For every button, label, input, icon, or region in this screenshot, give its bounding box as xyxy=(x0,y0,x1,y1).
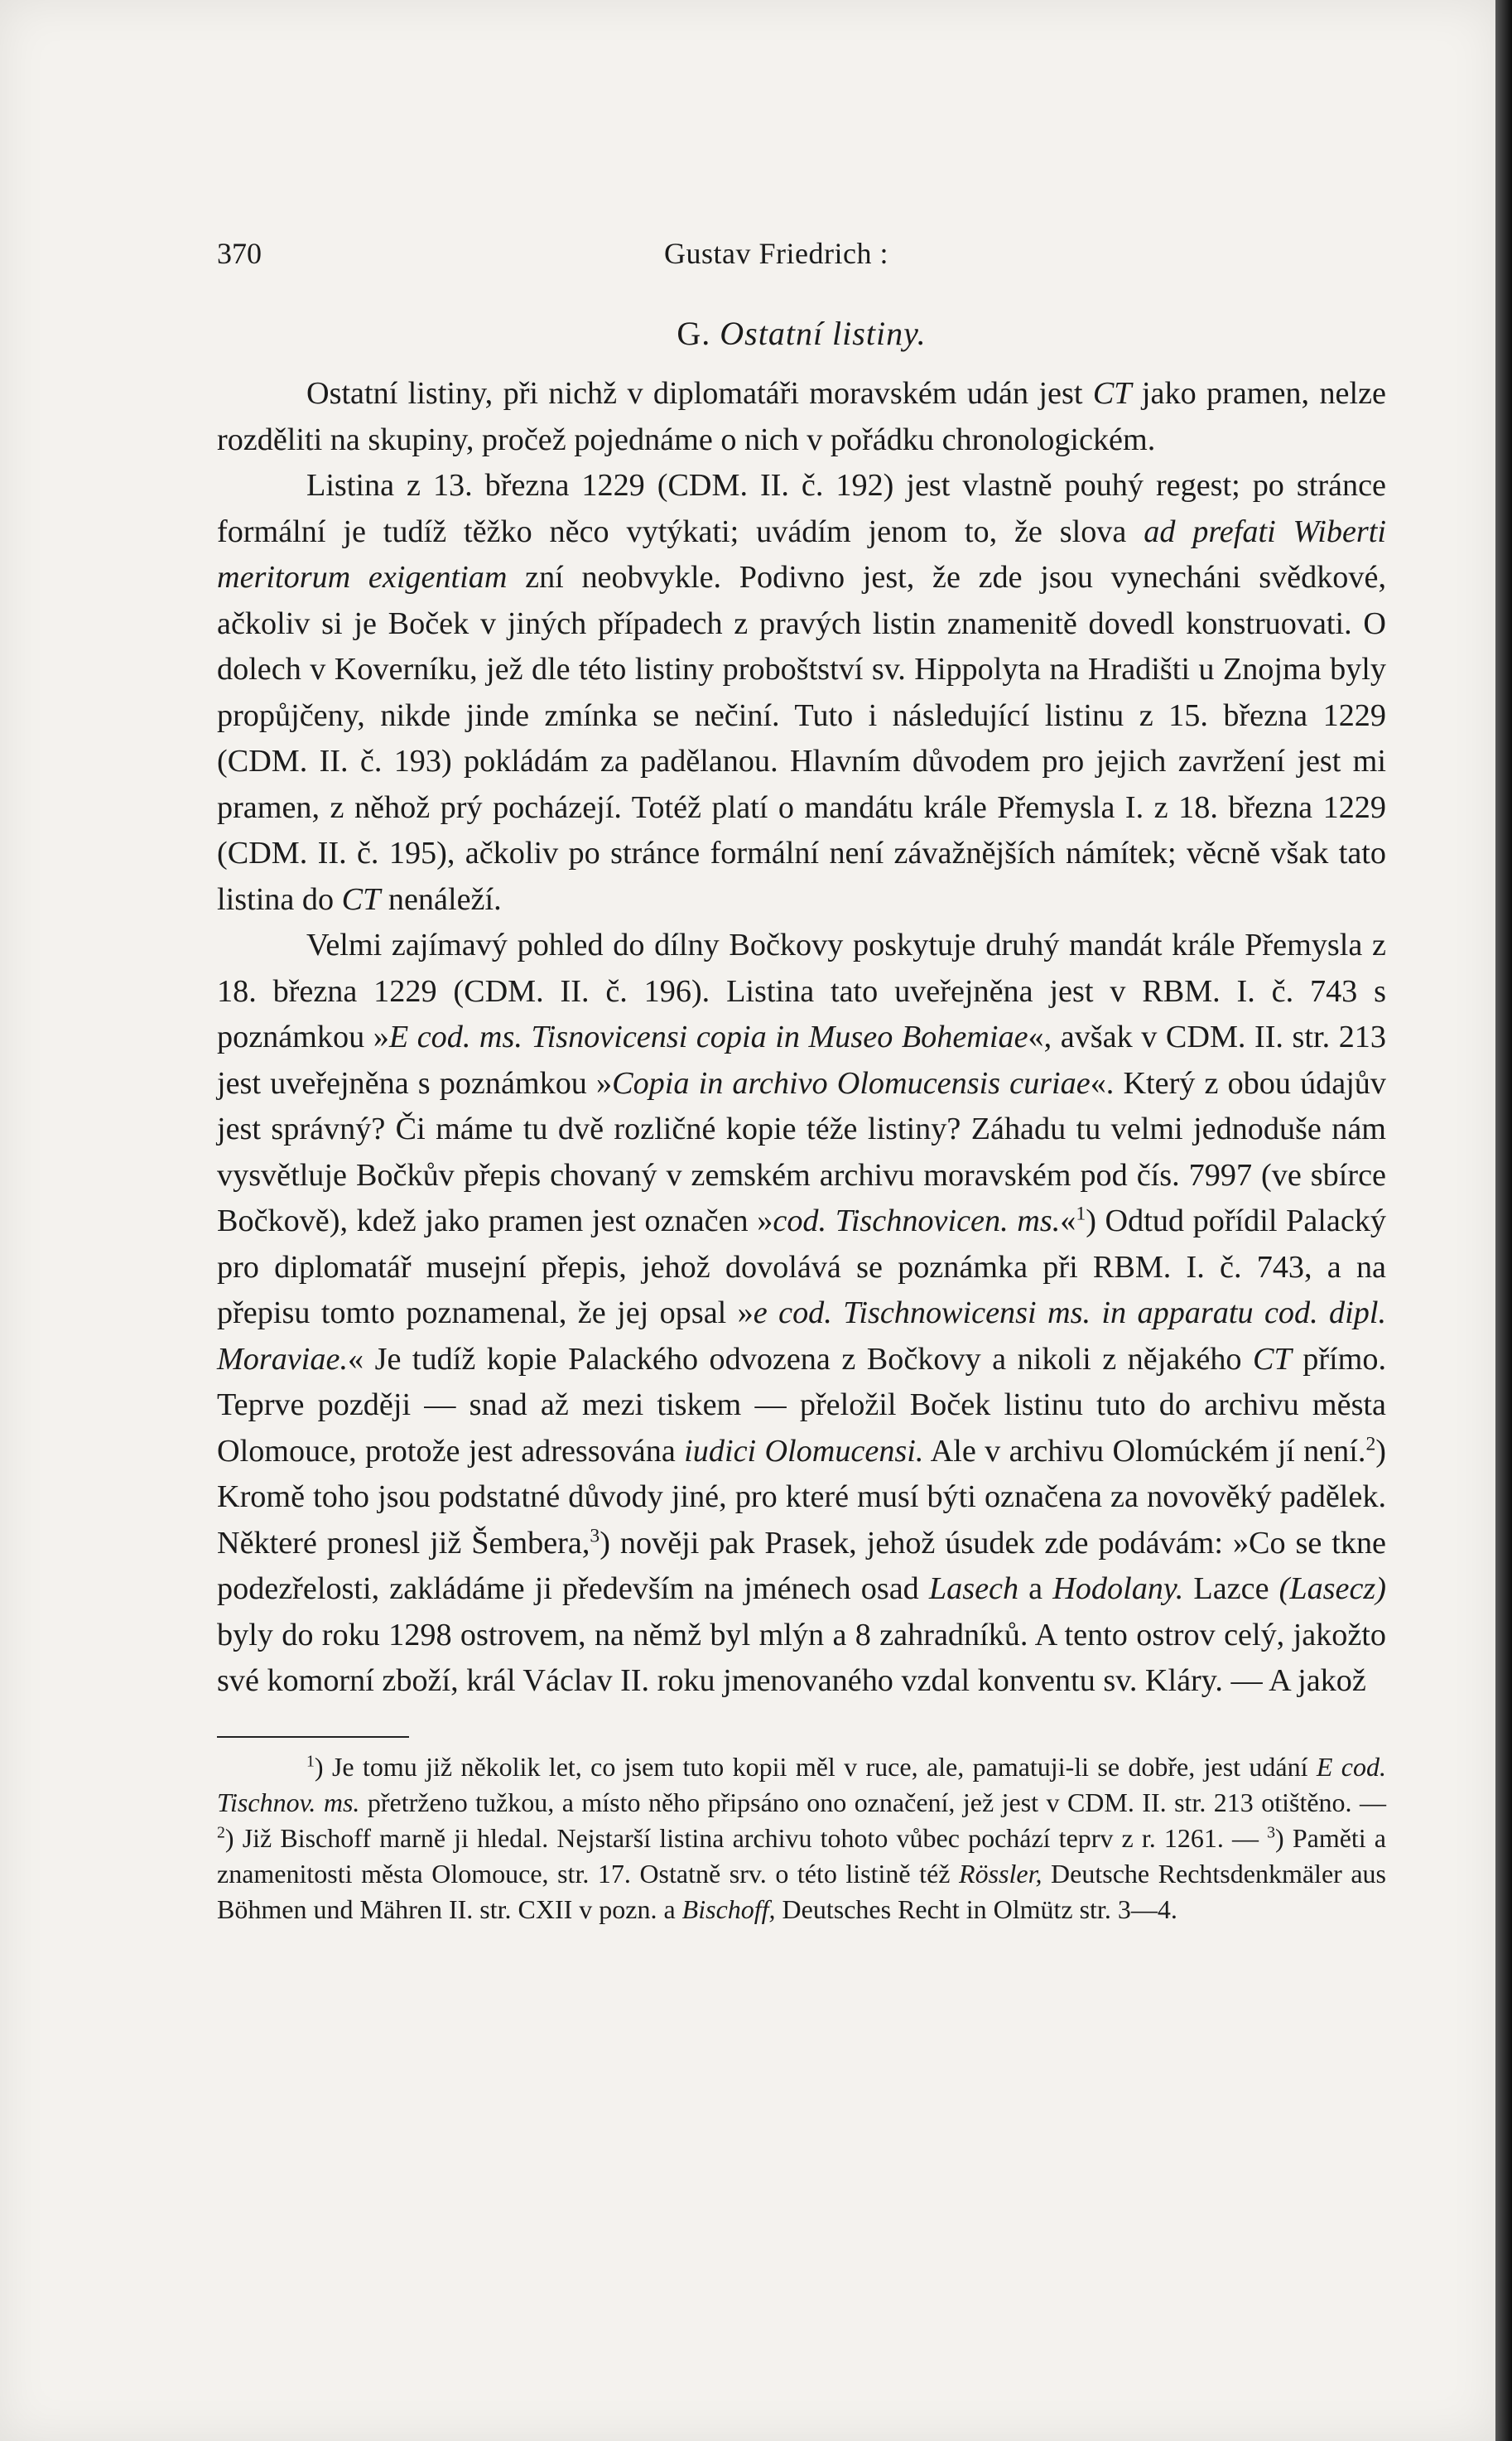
text-run: Deutsches Recht in Olmütz str. 3—4. xyxy=(775,1893,1177,1924)
text-run: ) Je tomu již několik let, co jsem tuto kopii měl v ruce, ale, pamatuji-li se dobře, jest udání xyxy=(314,1751,1317,1782)
italic-text: Copia in archivo Olomucensis curiae xyxy=(612,1065,1091,1101)
text-run: Listina z 13. března 1229 (CDM. II. č. 192) jest vlastně pouhý regest; po stránce formální je tudíž těžko něco vytýkati; uvádím jenom to, že slova xyxy=(217,468,1386,549)
text-run: byly do roku 1298 ostrovem, na němž byl mlýn a 8 zahradníků. A tento ostrov celý, jakožto své komorní zboží, král Václav II. roku jmenovaného vzdal konventu sv. Kláry. — A jakož xyxy=(217,1617,1386,1698)
text-run: ) Paměti a znamenitosti města Olomouce, str. 17. Ostatně srv. o této listině též xyxy=(217,1822,1387,1889)
text-run: zní neobvykle. Podivno jest, že zde jsou vynecháni svědkové, ačkoliv si je Boček v jiných případech z pravých listin znamenitě dovedl konstruovati. O dolech v Koverníku, jež dle této listiny proboštství sv. Hippolyta na Hradišti u Znojma byly propůjčeny, nikde jinde zmínka se nečiní. Tuto i následující listinu z 15. března 1229 (CDM. II. č. 193) pokládám za padělanou. Hlavním důvodem pro jejich zavržení jest mi pramen, z něhož prý pocházejí. Totéž platí o mandátu krále Přemysla I. z 18. března 1229 (CDM. II. č. 195), ačkoliv po stránce formální není závažnějších námítek; věcně však tato listina do xyxy=(217,560,1386,917)
footnote-marker: 1 xyxy=(306,1751,315,1770)
text-run: « Je tudíž kopie Palackého odvozena z Bočkovy a nikoli z nějakého xyxy=(348,1341,1254,1377)
italic-text: ad prefati Wiberti meritorum exigentiam xyxy=(217,514,1386,595)
italic-text: Hodolany. xyxy=(1052,1571,1184,1606)
page-content xyxy=(217,236,1386,1927)
text-run: ) nověji pak Prasek, jehož úsudek zde podávám: »Co se tkne podezřelosti, zakládáme ji především na jménech osad xyxy=(217,1525,1386,1606)
footnote-marker: 2 xyxy=(1365,1432,1376,1454)
footnote-marker: 3 xyxy=(1267,1822,1276,1841)
italic-text: Lasech xyxy=(928,1571,1019,1606)
text-run: přímo. Teprve později — snad až mezi tiskem — přeložil Boček listinu tuto do archivu města Olomouce, protože jest adressována xyxy=(217,1341,1386,1469)
text-run: Ostatní listiny, při nichž v diplomatáři moravském udán jest xyxy=(306,376,1093,411)
text-run: jako pramen, nelze rozděliti na skupiny, pročež pojednáme o nich v pořádku chronologickém. xyxy=(217,376,1386,457)
body-text xyxy=(217,371,1386,1705)
page-header xyxy=(217,236,1386,286)
italic-text: Rössler, xyxy=(959,1858,1043,1889)
italic-text: iudici Olomucensi. xyxy=(684,1433,924,1469)
italic-text: E cod. Tischnov. ms. xyxy=(217,1751,1387,1817)
italic-text: CT xyxy=(341,881,381,917)
italic-text: e cod. Tischnowicensi ms. in apparatu cod. dipl. Moraviae. xyxy=(217,1295,1386,1377)
text-run: Lazce xyxy=(1183,1571,1279,1606)
text-run: ) Odtud pořídil Palacký pro diplomatář musejní přepis, jehož dovolává se poznámka při RBM. I. č. 743, a na přepisu tomto poznamenal, že jej opsal » xyxy=(217,1204,1386,1330)
text-run: přetrženo tužkou, a místo něho připsáno ono označení, jež jest v CDM. II. str. 213 otištěno. — xyxy=(359,1787,1387,1817)
text-run: nenáleží. xyxy=(380,881,502,917)
footnote-marker: 2 xyxy=(217,1822,225,1841)
footnotes xyxy=(217,1749,1386,1927)
text-run: ) Již Bischoff marně ji hledal. Nejstarší listina archivu tohoto vůbec pochází teprv z r. 1261. — xyxy=(224,1822,1268,1853)
paragraph xyxy=(217,923,1386,1705)
footnote-marker: 1 xyxy=(1076,1203,1086,1225)
page-number: 370 xyxy=(217,237,262,270)
italic-text: Bischoff, xyxy=(681,1893,776,1924)
text-run: «, avšak v CDM. II. str. 213 jest uveřejněna s poznámkou » xyxy=(217,1020,1386,1101)
italic-text: cod. Tischnovicen. ms. xyxy=(773,1204,1061,1238)
text-run: Velmi zajímavý pohled do dílny Bočkovy poskytuje druhý mandát krále Přemysla z 18. března 1229 (CDM. II. č. 196). Listina tato uveřejněna jest v RBM. I. č. 743 s poznámkou » xyxy=(217,928,1386,1054)
italic-text: CT xyxy=(1253,1341,1292,1377)
italic-text: CT xyxy=(1092,376,1132,411)
running-title: Gustav Friedrich : xyxy=(664,237,888,270)
text-run: Deutsche Rechtsdenkmäler aus Böhmen und Mähren II. str. CXII v pozn. a xyxy=(217,1858,1387,1924)
italic-text: (Lasecz) xyxy=(1278,1571,1387,1606)
italic-text: E cod. ms. Tisnovicensi copia in Museo Bohemiae xyxy=(388,1020,1028,1054)
text-run: « xyxy=(1060,1204,1076,1238)
text-run: ) Kromě toho jsou podstatné důvody jiné, pro které musí býti označena za novověký padělek. Některé pronesl již Šembera, xyxy=(217,1433,1386,1561)
text-run: «. Který z obou údajův jest správný? Či máme tu dvě rozličné kopie téže listiny? Záhadu tu velmi jednoduše nám vysvětluje Bočkův přepis chovaný v zemském archivu moravském pod čís. 7997 (ve sbírce Bočkově), kdež jako pramen jest označen » xyxy=(217,1065,1386,1238)
paragraph xyxy=(217,463,1386,923)
section-title: Ostatní listiny. xyxy=(720,315,927,352)
section-heading xyxy=(217,314,1386,353)
text-run: a xyxy=(1018,1571,1053,1606)
footnote-marker: 3 xyxy=(590,1524,600,1546)
text-run: Ale v archivu Olomúckém jí není. xyxy=(923,1433,1366,1469)
paragraph xyxy=(217,371,1386,463)
footnote-block xyxy=(217,1749,1386,1927)
footnote-divider xyxy=(217,1736,409,1738)
scan-border xyxy=(1495,0,1512,2441)
section-letter: G. xyxy=(677,315,711,352)
